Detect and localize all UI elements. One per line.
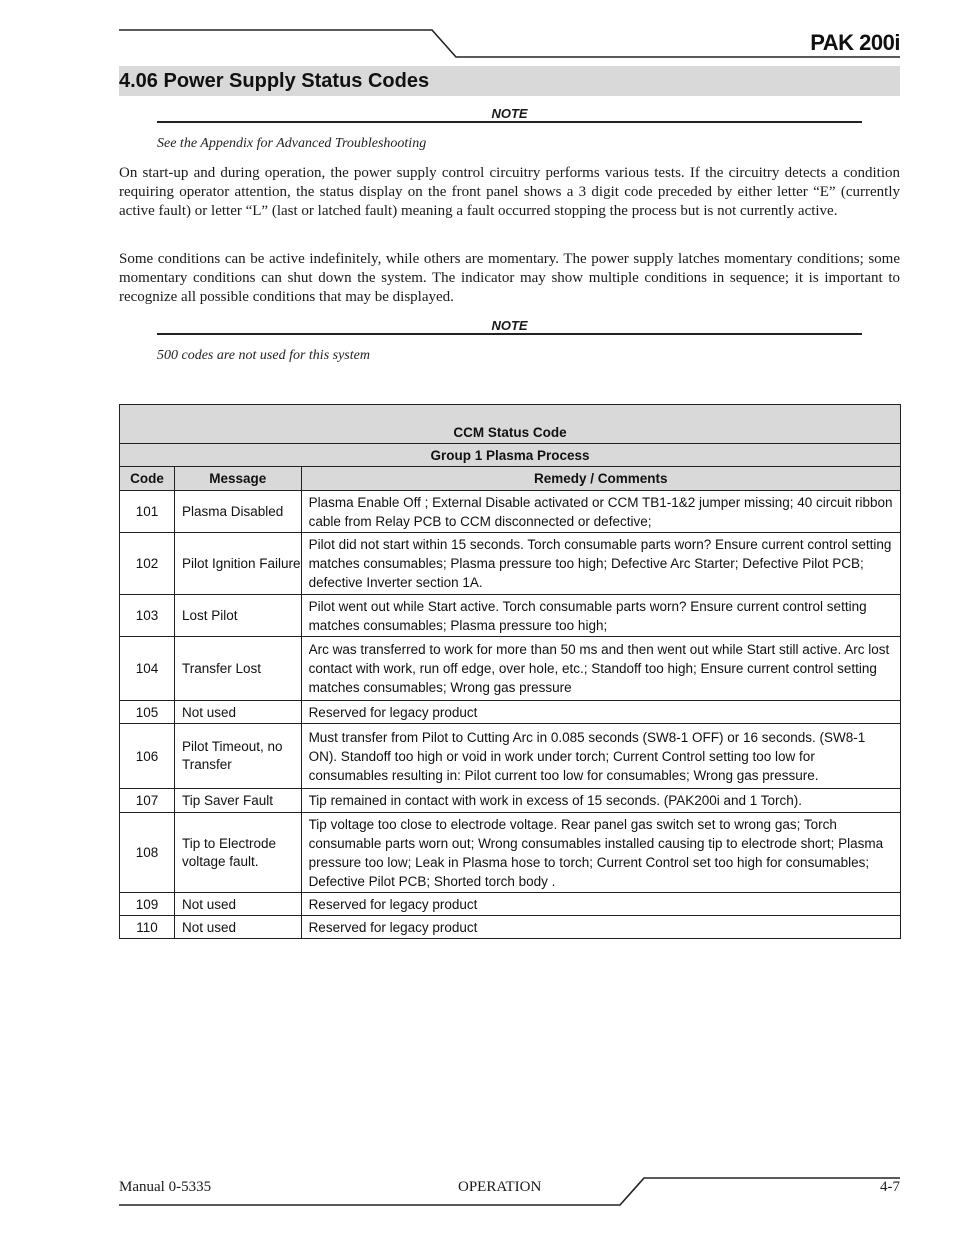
remedy-cell: Reserved for legacy product (301, 701, 900, 724)
code-cell: 109 (120, 893, 175, 916)
message-cell: Pilot Ignition Failure (175, 533, 302, 595)
remedy-cell: Reserved for legacy product (301, 893, 900, 916)
footer-manual: Manual 0-5335 (119, 1179, 212, 1195)
message-cell: Not used (175, 916, 302, 939)
table-group: Group 1 Plasma Process (120, 444, 901, 467)
message-cell: Plasma Disabled (175, 491, 302, 533)
code-cell: 103 (120, 595, 175, 637)
remedy-cell: Tip remained in contact with work in excess of 15 seconds. (PAK200i and 1 Torch). (301, 789, 900, 813)
remedy-cell: Arc was transferred to work for more than 50 ms and then went out while Start still active. Arc lost contact with work, run off edge, over hole, etc.; Standoff too high; Ensure current control setting matches consumables; Wrong gas pressure (301, 637, 900, 701)
remedy-cell: Pilot did not start within 15 seconds. Torch consumable parts worn? Ensure current control setting matches consumables; Plasma pressure too high; Defective Arc Starter; Defective Pilot PCB; defective Inverter section 1A. (301, 533, 900, 595)
message-cell: Lost Pilot (175, 595, 302, 637)
remedy-cell: Pilot went out while Start active. Torch consumable parts worn? Ensure current control setting matches consumables; Plasma pressure too high; (301, 595, 900, 637)
code-cell: 108 (120, 813, 175, 893)
note-text: 500 codes are not used for this system (157, 348, 370, 363)
footer-chapter: OPERATION (458, 1179, 542, 1195)
body-paragraph: On start-up and during operation, the power supply control circuitry performs various tests. If the circuitry detects a condition requiring operator attention, the status display on the front panel shows a 3 digit code preceded by either letter “E” (currently active fault) or letter “L” (last or latched fault) meaning a fault occurred stopping the process but is not currently active. (119, 165, 900, 219)
table-row (120, 813, 901, 893)
header-message: Message (175, 467, 302, 491)
remedy-cell: Must transfer from Pilot to Cutting Arc in 0.085 seconds (SW8-1 OFF) or 16 seconds. (SW8-1 ON). Standoff too high or void in work under torch; Current Control setting too low for consumables resulting in: Pilot current too low for consumables; Wrong gas pressure. (301, 724, 900, 789)
note-rule (157, 333, 862, 335)
model-name: PAK 200i (810, 30, 900, 55)
code-cell: 105 (120, 701, 175, 724)
section-title: 4.06 Power Supply Status Codes (119, 70, 430, 92)
message-cell: Pilot Timeout, no Transfer (175, 724, 302, 789)
message-cell: Not used (175, 701, 302, 724)
code-cell: 104 (120, 637, 175, 701)
message-cell: Not used (175, 893, 302, 916)
table-row (120, 916, 901, 939)
table-row (120, 701, 901, 724)
table-row (120, 789, 901, 813)
status-code-table (119, 404, 901, 939)
code-cell: 107 (120, 789, 175, 813)
table-row (120, 491, 901, 533)
code-cell: 110 (120, 916, 175, 939)
code-cell: 106 (120, 724, 175, 789)
note-label: NOTE (491, 106, 528, 121)
note-label: NOTE (491, 318, 528, 333)
table-row (120, 533, 901, 595)
note-text: See the Appendix for Advanced Troubleshooting (157, 136, 427, 151)
body-paragraph: Some conditions can be active indefinitely, while others are momentary. The power supply latches momentary conditions; some momentary conditions can shut down the system. The indicator may show multiple conditions in sequence; it is important to recognize all possible conditions that may be displayed. (119, 251, 900, 305)
footer-page-number: 4-7 (880, 1179, 900, 1195)
note-rule (157, 121, 862, 123)
code-cell: 102 (120, 533, 175, 595)
remedy-cell: Reserved for legacy product (301, 916, 900, 939)
message-cell: Tip to Electrode voltage fault. (175, 813, 302, 893)
table-row (120, 724, 901, 789)
remedy-cell: Tip voltage too close to electrode voltage. Rear panel gas switch set to wrong gas; Torch consumable parts worn out; Wrong consumables installed causing tip to electrode short; Plasma pressure too low; Leak in Plasma hose to torch; Current Control set too high for consumables; Defective Pilot PCB; Shorted torch body . (301, 813, 900, 893)
header-code: Code (120, 467, 175, 491)
table-row (120, 595, 901, 637)
remedy-cell: Plasma Enable Off ; External Disable activated or CCM TB1-1&2 jumper missing; 40 circuit ribbon cable from Relay PCB to CCM disconnected or defective; (301, 491, 900, 533)
table-row (120, 893, 901, 916)
code-cell: 101 (120, 491, 175, 533)
table-title: CCM Status Code (120, 405, 901, 444)
message-cell: Tip Saver Fault (175, 789, 302, 813)
message-cell: Transfer Lost (175, 637, 302, 701)
table-row (120, 637, 901, 701)
header-remedy: Remedy / Comments (301, 467, 900, 491)
